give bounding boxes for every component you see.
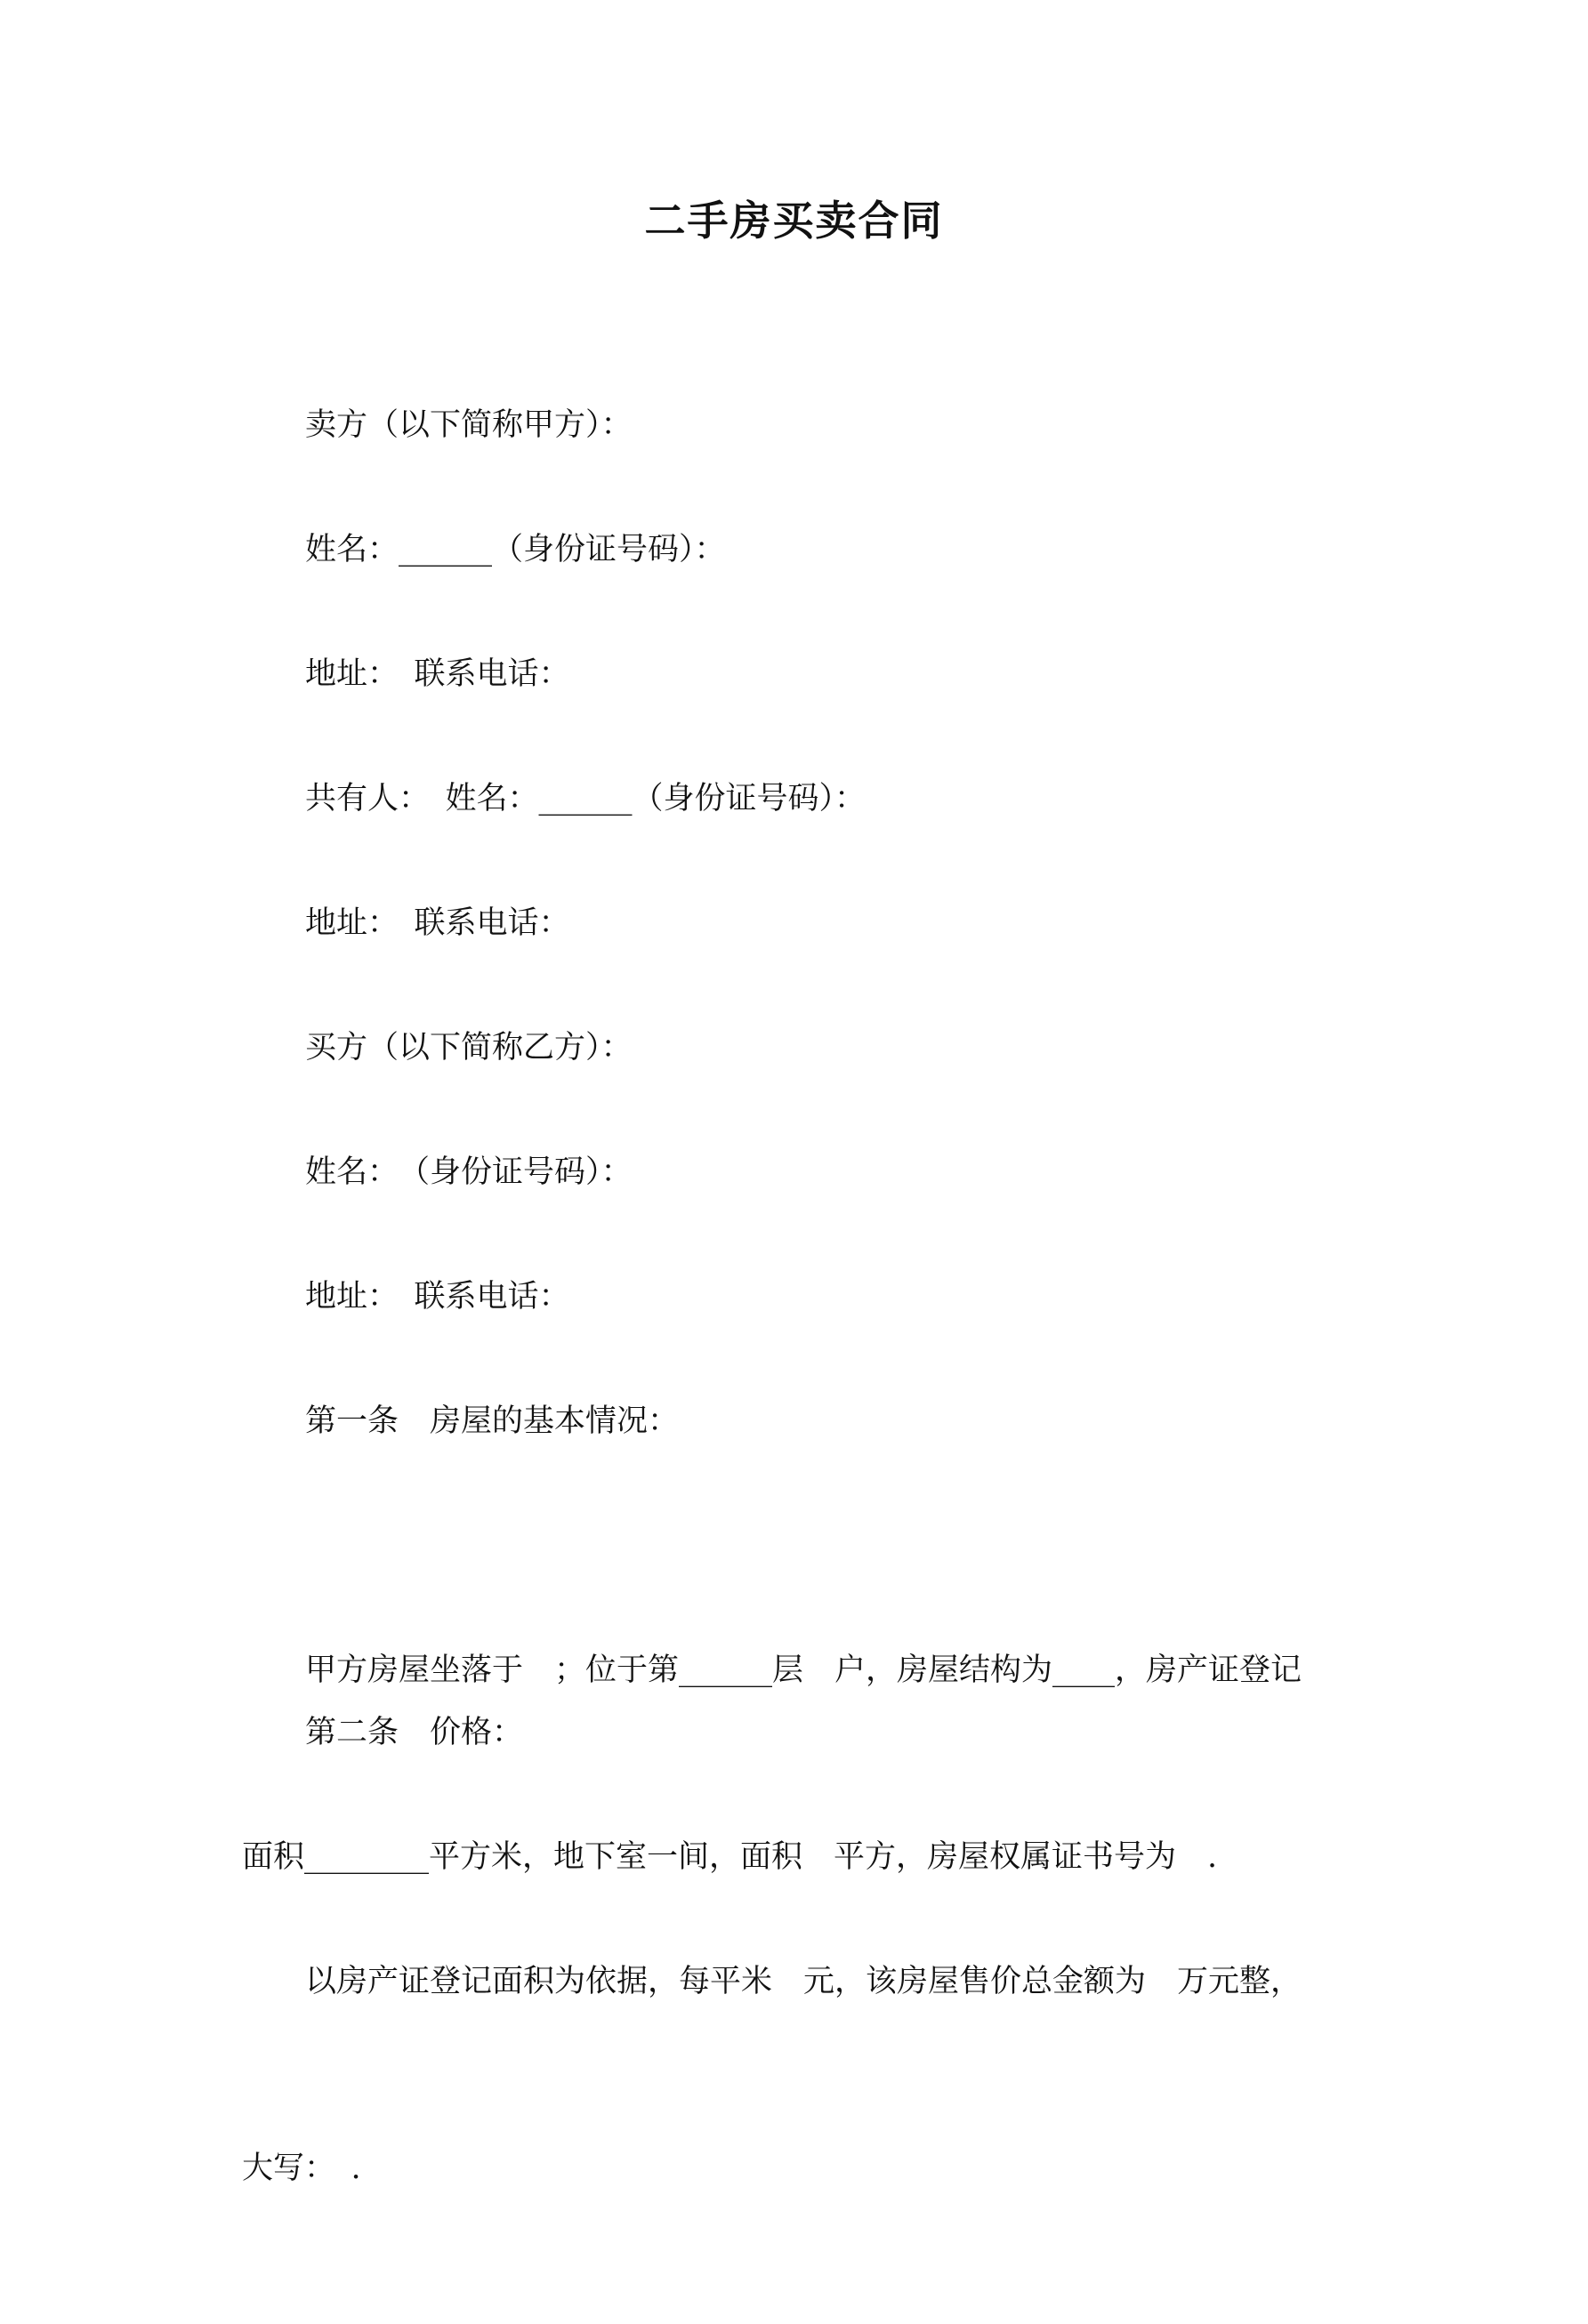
article-2-paragraph (242, 1826, 1354, 2324)
seller-heading: 卖方（以下简称甲方）： (305, 407, 633, 443)
article-1-line-2: 面积________平方米，地下室一间，面积 平方，房屋权属证书号为 . (242, 1839, 1218, 1875)
document-title: 二手房买卖合同 (644, 197, 944, 245)
co-owner-line: 共有人： 姓名：______（身份证号码）： (305, 781, 867, 816)
article-1-line-1: 甲方房屋坐落于 ；位于第______层 户，房屋结构为____，房产证登记 (305, 1653, 1302, 1688)
article-2-line-1: 以房产证登记面积为依据，每平米 元，该房屋售价总金额为 万元整， (305, 1964, 1302, 1999)
buyer-heading: 买方（以下简称乙方）： (305, 1030, 633, 1066)
co-owner-address-line: 地址： 联系电话： (305, 905, 570, 941)
article-2-line-2: 大写： . (242, 2151, 361, 2186)
buyer-address-line: 地址： 联系电话： (305, 1279, 570, 1315)
seller-name-line: 姓名：______（身份证号码）： (305, 532, 726, 567)
seller-address-line: 地址： 联系电话： (305, 656, 570, 692)
article-1-heading: 第一条 房屋的基本情况： (305, 1403, 680, 1439)
article-2-heading: 第二条 价格： (305, 1715, 524, 1750)
buyer-name-line: 姓名： （身份证号码）： (305, 1154, 633, 1190)
